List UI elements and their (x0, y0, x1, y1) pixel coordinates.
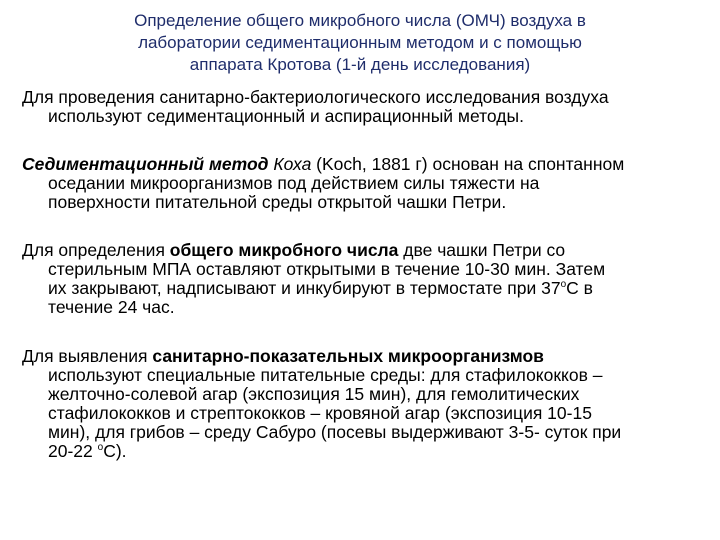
paragraph-line: стерильным МПА оставляют открытыми в течение 10-30 мин. Затем (48, 259, 606, 279)
paragraph-line: желточно-солевой агар (экспозиция 15 мин), для гемолитических (48, 384, 580, 404)
paragraph-line: используют специальные питательные среды: для стафилококков – (48, 365, 603, 385)
paragraph-line: используют седиментационный и аспирационный методы. (48, 106, 524, 126)
term-indicator-microorganisms: санитарно-показательных микроорганизмов (152, 346, 544, 366)
title-line: Определение общего микробного числа (ОМЧ) воздуха в (134, 11, 586, 30)
paragraph-line (22, 442, 717, 461)
term-total-microbial-count: общего микробного числа (169, 240, 399, 260)
slide-title (60, 10, 660, 76)
paragraph-line: стафилококков и стрептококков – кровяной агар (экспозиция 10-15 (48, 403, 592, 423)
title-line: аппарата Кротова (1-й день исследования) (189, 55, 531, 74)
paragraph-line: течение 24 час. (48, 297, 175, 317)
paragraph-methods (22, 88, 717, 126)
author-name: Коха (273, 154, 312, 174)
paragraph-line: Для проведения санитарно-бактериологического исследования воздуха (22, 87, 609, 107)
paragraph-sedimentation (22, 155, 717, 212)
degree-mark: о (97, 442, 104, 453)
paragraph-line (22, 155, 717, 174)
text-fragment: Для выявления (22, 346, 153, 366)
title-line: лаборатории седиментационным методом и с помощью (138, 33, 582, 52)
paragraph-line (22, 241, 717, 260)
term-sedimentation-method: Седиментационный метод (22, 154, 269, 174)
paragraph-line: мин), для грибов – среду Сабуро (посевы выдерживают 3-5- суток при (48, 422, 622, 442)
degree-mark: о (560, 279, 567, 290)
text-fragment: С в (566, 278, 593, 298)
text-fragment: две чашки Петри со (398, 240, 566, 260)
paragraph-line: оседании микроорганизмов под действием силы тяжести на (48, 173, 540, 193)
text-fragment: Для определения (22, 240, 170, 260)
paragraph-total-count (22, 241, 717, 317)
paragraph-line (22, 347, 717, 366)
paragraph-line (22, 279, 717, 298)
paragraph-line: поверхности питательной среды открытой чашки Петри. (48, 192, 507, 212)
paragraph-indicator-organisms (22, 347, 717, 461)
text-fragment: их закрывают, надписывают и инкубируют в термостате при 37 (48, 278, 561, 298)
text-fragment: (Koch, 1881 г) основан на спонтанном (311, 154, 625, 174)
text-fragment: 20-22 (48, 441, 98, 461)
text-fragment: С). (103, 441, 127, 461)
